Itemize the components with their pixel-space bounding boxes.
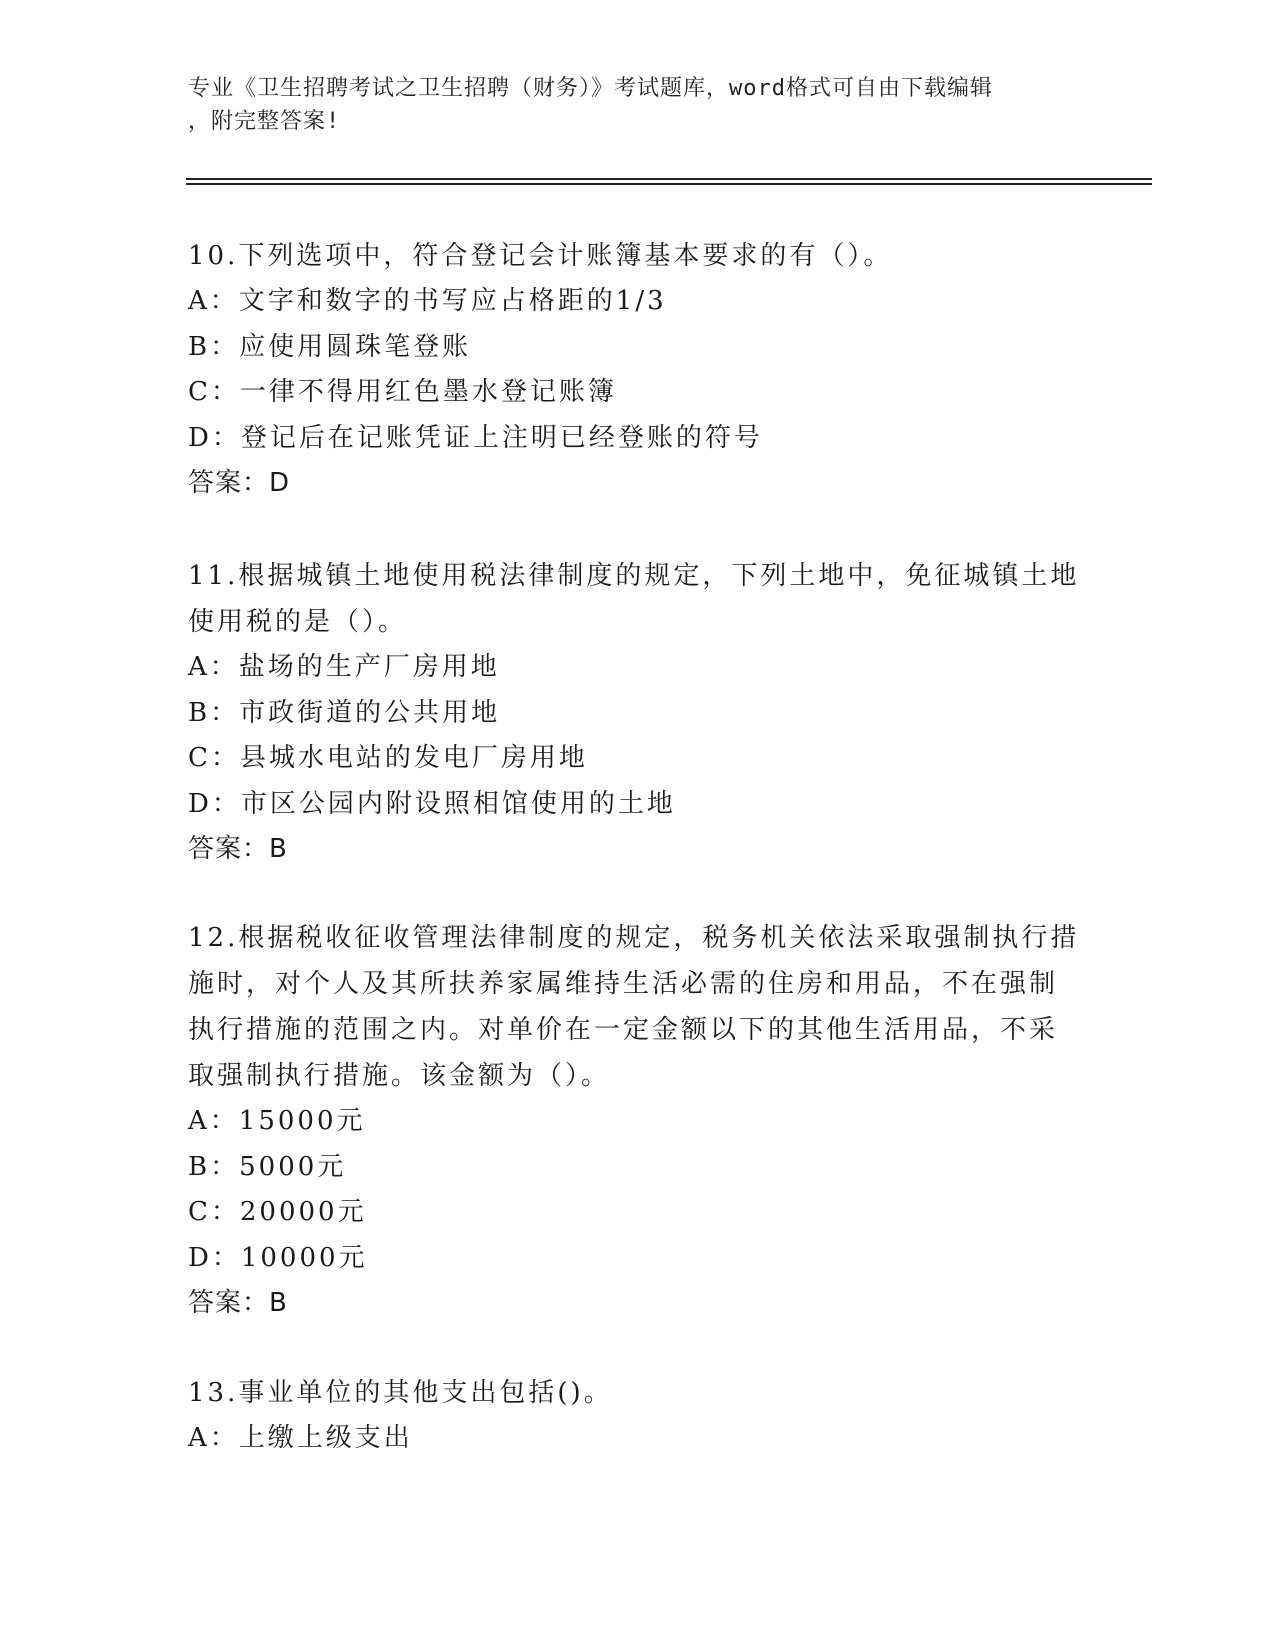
option-a: A：文字和数字的书写应占格距的1/3: [188, 286, 667, 316]
stem-line: 10.下列选项中，符合登记会计账簿基本要求的有（）。: [188, 241, 893, 271]
stem-line: 13.事业单位的其他支出包括()。: [188, 1378, 613, 1408]
question-stem: [188, 553, 1078, 645]
option-d: D：10000元: [188, 1242, 368, 1273]
stem-line: 11.根据城镇土地使用税法律制度的规定，下列土地中，免征城镇土地: [188, 561, 1080, 591]
question-10: [188, 233, 1078, 506]
question-stem: [188, 915, 1078, 1099]
answer-label: 答案：B: [188, 1288, 288, 1318]
option-a: A：盐场的生产厂房用地: [188, 652, 500, 682]
option-d: D：登记后在记账凭证上注明已经登账的符号: [188, 422, 763, 453]
question-stem: [188, 1370, 1078, 1416]
option-a: A：15000元: [188, 1106, 366, 1136]
question-stem: [188, 233, 1078, 279]
stem-line: 使用税的是（）。: [188, 607, 408, 637]
answer-label: 答案：B: [188, 834, 288, 864]
answer-label: 答案：D: [188, 468, 291, 498]
option-b: B：市政街道的公共用地: [188, 697, 501, 728]
option-c: C：县城水电站的发电厂房用地: [188, 743, 588, 773]
stem-line: 12.根据税收征收管理法律制度的规定，税务机关依法采取强制执行措: [188, 923, 1080, 953]
option-b: B：应使用圆珠笔登账: [188, 331, 472, 362]
stem-line: 施时，对个人及其所扶养家属维持生活必需的住房和用品，不在强制: [188, 969, 1059, 999]
option-c: C：一律不得用红色墨水登记账簿: [188, 377, 617, 407]
option-d: D：市区公园内附设照相馆使用的土地: [188, 788, 676, 819]
option-c: C：20000元: [188, 1197, 367, 1227]
document-header: [188, 72, 1088, 138]
question-12: [188, 915, 1078, 1326]
option-b: B：5000元: [188, 1151, 347, 1182]
question-11: [188, 553, 1078, 872]
stem-line: 执行措施的范围之内。对单价在一定金额以下的其他生活用品，不采: [188, 1015, 1059, 1045]
header-line-2: ，附完整答案!: [188, 109, 341, 134]
stem-line: 取强制执行措施。该金额为（）。: [188, 1061, 611, 1091]
question-13: [188, 1370, 1078, 1462]
header-divider-bottom: [186, 183, 1152, 185]
header-line-1: 专业《卫生招聘考试之卫生招聘（财务）》考试题库，word格式可自由下载编辑: [188, 76, 993, 101]
option-a: A：上缴上级支出: [188, 1423, 413, 1453]
header-divider-top: [186, 178, 1152, 180]
